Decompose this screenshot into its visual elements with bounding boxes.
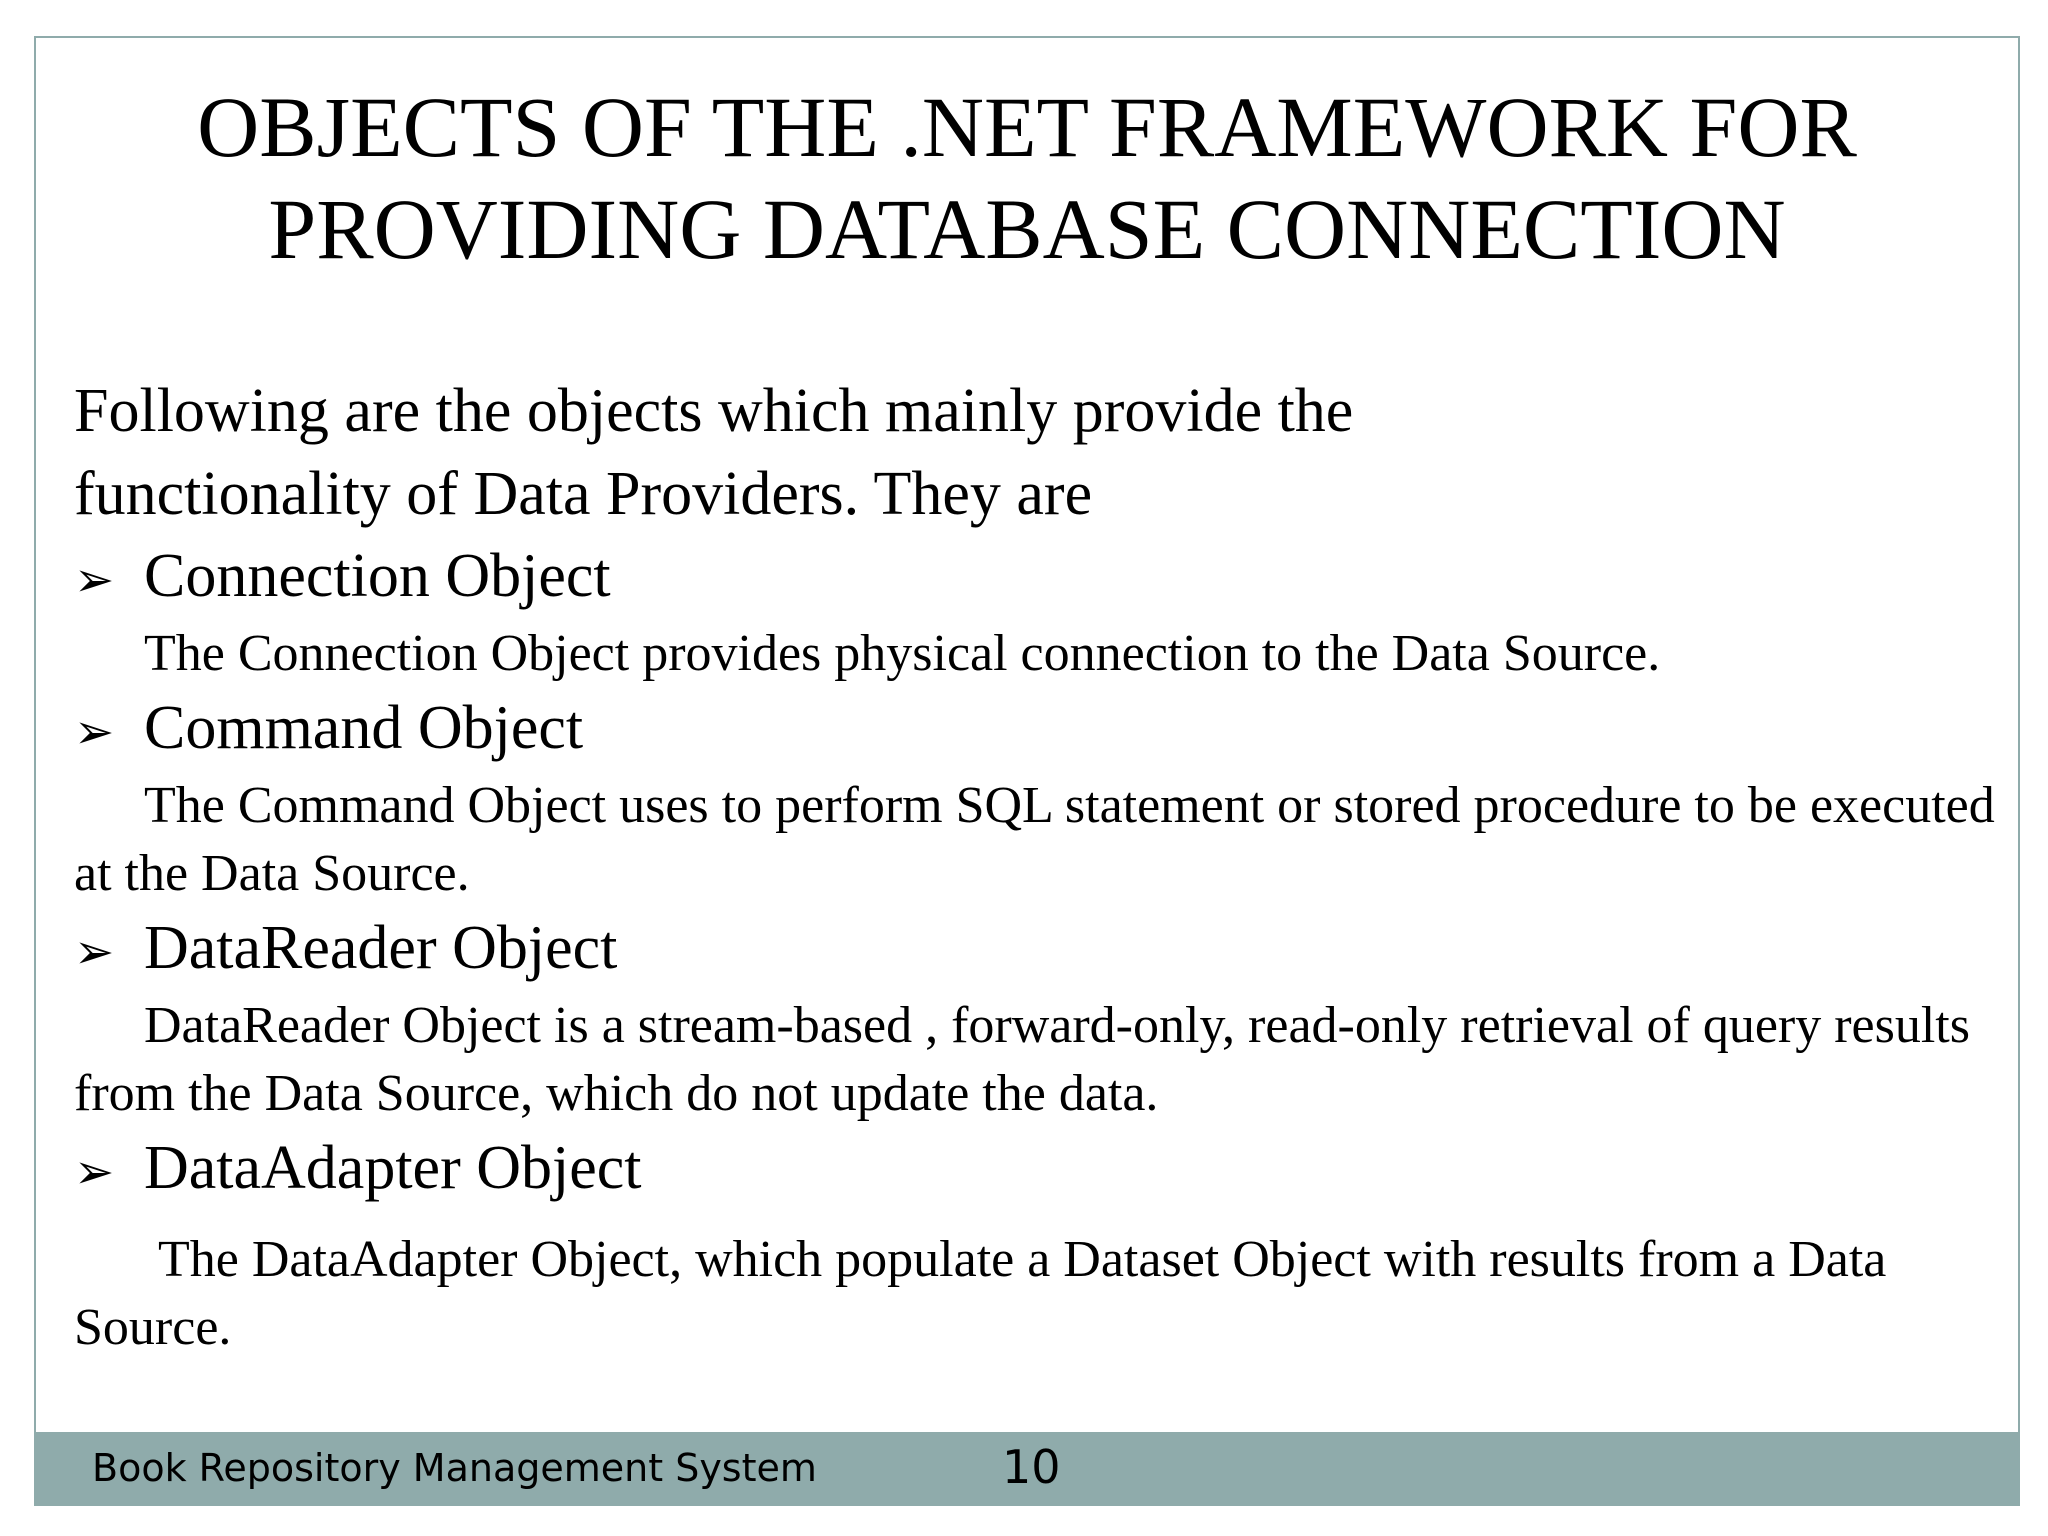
bullet-description: The Connection Object provides physical connection to the Data Source. <box>144 625 1661 682</box>
bullet-connection-object <box>74 536 2014 620</box>
title-line-2: PROVIDING DATABASE CONNECTION <box>268 181 1786 277</box>
bullet-dataadapter-object <box>74 1128 2014 1212</box>
bullet-datareader-object <box>74 908 2014 992</box>
footer-title: Book Repository Management System <box>92 1446 817 1490</box>
arrow-bullet-icon: ➢ <box>74 1144 115 1200</box>
page-number: 10 <box>1002 1440 1061 1494</box>
bullet-heading: DataAdapter Object <box>144 1134 642 1202</box>
slide-body <box>74 370 2014 1362</box>
arrow-bullet-icon: ➢ <box>74 704 115 760</box>
bullet-description: The Command Object uses to perform SQL statement or stored procedure to be executed at the Data Source. <box>74 777 1995 902</box>
footer-bar <box>36 1432 2018 1504</box>
arrow-bullet-icon: ➢ <box>74 552 115 608</box>
bullet-heading: Command Object <box>144 694 584 762</box>
slide <box>34 36 2020 1506</box>
arrow-bullet-icon: ➢ <box>74 924 115 980</box>
intro-line-1: Following are the objects which mainly provide the <box>74 377 1354 445</box>
bullet-description: The DataAdapter Object, which populate a Dataset Object with results from a Data Source. <box>74 1231 1887 1356</box>
slide-title <box>36 76 2018 280</box>
bullet-heading: DataReader Object <box>144 914 618 982</box>
title-line-1: OBJECTS OF THE .NET FRAMEWORK FOR <box>197 79 1857 175</box>
bullet-description: DataReader Object is a stream-based , forward-only, read-only retrieval of query results from the Data Source, which do not update the data. <box>74 997 1970 1122</box>
intro-line-2: functionality of Data Providers. They are <box>74 460 1093 528</box>
intro-paragraph <box>74 370 2014 536</box>
bullet-command-object <box>74 688 2014 772</box>
bullet-heading: Connection Object <box>144 542 611 610</box>
